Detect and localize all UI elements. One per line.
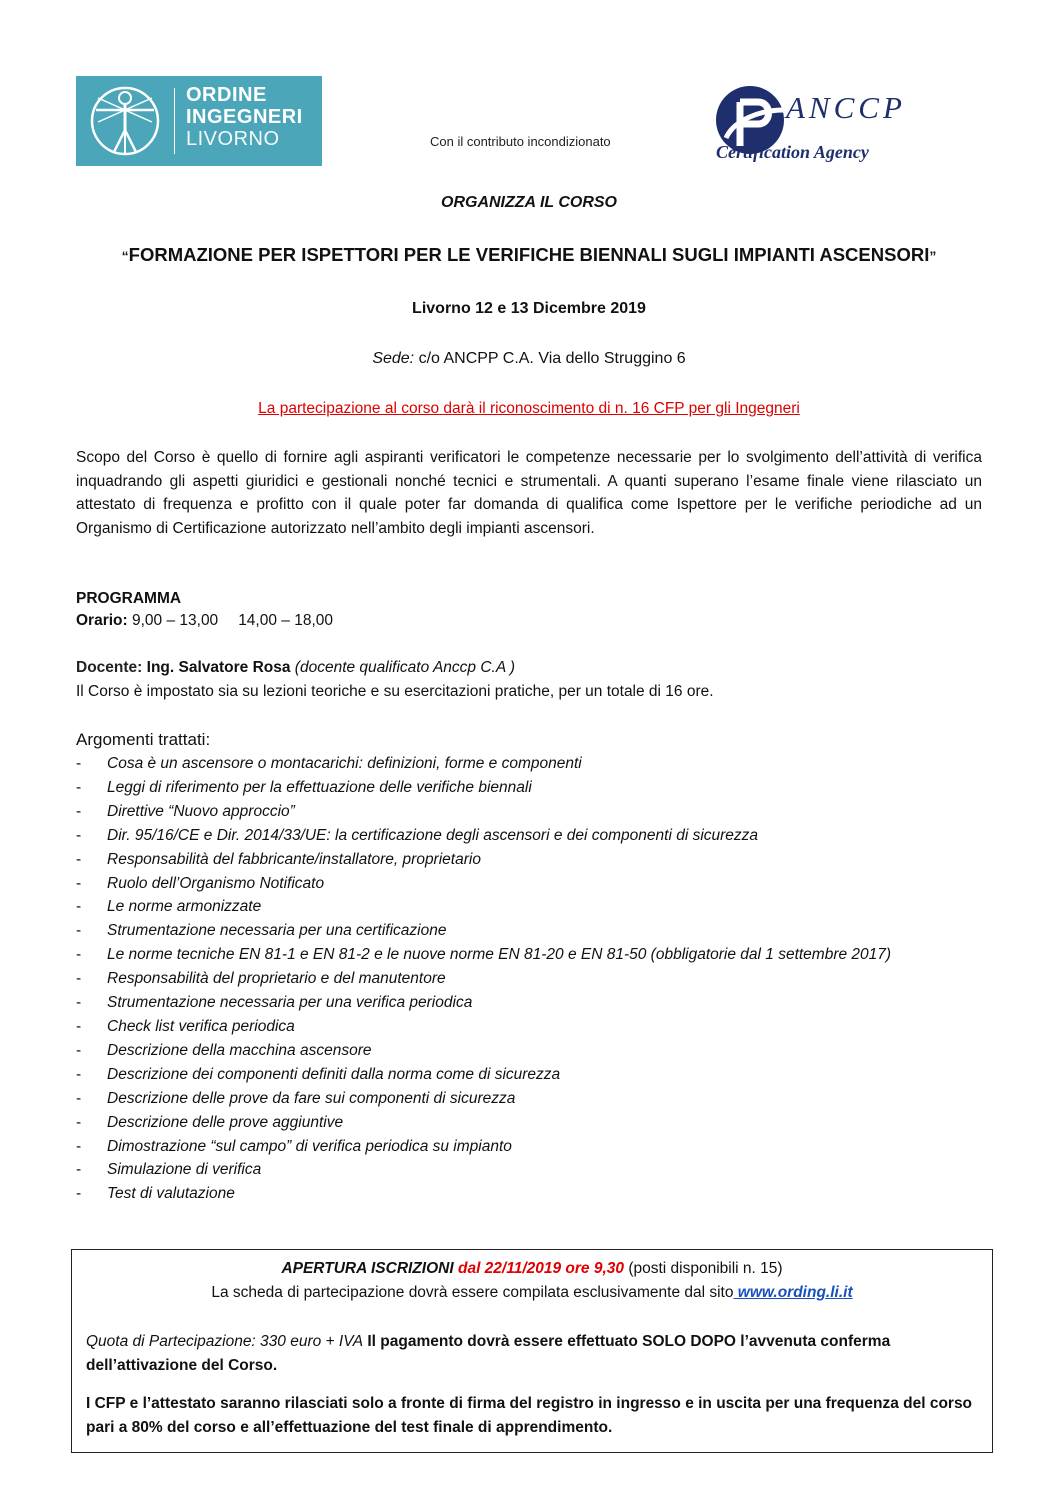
topic-text: Test di valutazione [107,1185,235,1203]
hours-label: Orario: [76,612,128,629]
topic-dash: - [76,1089,82,1107]
topic-text: Strumentazione necessaria per una certificazione [107,922,447,940]
topic-item [76,1087,956,1111]
cfp-conditions: I CFP e l’attestato saranno rilasciati solo a fronte di firma del registro in ingresso e in uscita per una frequenza del corso pari a 80% del corso e all’effettuazione del test finale di apprendimento. [86,1395,973,1436]
topic-item [76,919,956,943]
program-heading: PROGRAMMA [76,590,182,607]
teacher-label: Docente: [76,659,143,676]
topic-item [76,872,956,896]
website-link[interactable]: www.ording.li.it [733,1284,853,1301]
topic-text: Direttive “Nuovo approccio” [107,802,295,820]
teacher-name: Ing. Salvatore Rosa [142,659,291,676]
topic-text: Cosa è un ascensore o montacarichi: definizioni, forme e componenti [107,755,582,772]
teacher-qualification: (docente qualificato Anccp C.A ) [290,659,516,676]
topic-dash: - [76,898,82,916]
topic-item [76,752,956,776]
topic-text: Descrizione della macchina ascensore [107,1041,372,1059]
anccp-tagline: Certification Agency [716,142,869,162]
venue-address: c/o ANCPP C.A. Via dello Struggino 6 [414,350,686,367]
topic-dash: - [76,1185,82,1203]
morning-hours: 9,00 – 13,00 [127,612,219,629]
anccp-acronym: ANCCP [786,90,906,125]
registration-opening [72,1260,992,1278]
afternoon-hours: 14,00 – 18,00 [238,612,333,629]
topic-dash: - [76,850,82,868]
topic-item [76,991,956,1015]
topic-dash: - [76,946,82,964]
topic-item [76,1015,956,1039]
logo-divider [174,88,175,154]
topic-text: Responsabilità del fabbricante/installatore, proprietario [107,850,481,868]
topic-dash: - [76,755,82,772]
registration-form-note [72,1284,992,1302]
available-seats: (posti disponibili n. 15) [624,1260,783,1277]
course-title [60,244,998,266]
topic-dash: - [76,994,82,1012]
open-quote: “ [121,248,129,264]
organizes-heading: ORGANIZZA IL CORSO [441,194,617,211]
topic-text: Le norme tecniche EN 81-1 e EN 81-2 e le nuove norme EN 81-20 e EN 81-50 (obbligatorie dal 1 settembre 2017) [107,946,892,964]
topic-item [76,1063,956,1087]
ordine-ingegneri-logo [76,76,322,166]
topic-item [76,1135,956,1159]
topic-dash: - [76,1065,82,1083]
topics-heading: Argomenti trattati: [76,730,211,749]
topic-item [76,800,956,824]
topic-dash: - [76,1041,82,1059]
topic-text: Dir. 95/16/CE e Dir. 2014/33/UE: la certificazione degli ascensori e dei componenti di sicurezza [107,826,759,844]
anccp-logo [712,80,912,170]
registration-box [71,1249,993,1453]
logo-line-ordine: ORDINE [186,84,267,106]
topic-dash: - [76,1161,82,1179]
contribution-note: Con il contributo incondizionato [430,134,611,149]
form-text: La scheda di partecipazione dovrà essere compilata esclusivamente dal sito [211,1284,734,1301]
topic-dash: - [76,802,82,820]
topic-text: Leggi di riferimento per la effettuazione delle verifiche biennali [107,778,532,796]
topic-text: Check list verifica periodica [107,1017,295,1035]
topic-dash: - [76,826,82,844]
fee-text: Quota di Partecipazione: 330 euro + IVA [86,1333,364,1350]
topic-text: Simulazione di verifica [107,1161,262,1179]
topic-text: Ruolo dell’Organismo Notificato [107,874,325,892]
course-purpose: Scopo del Corso è quello di fornire agli aspiranti verificatori le competenze necessarie per lo svolgimento dell’attività di verifica inquadrando gli aspetti giuridici e gestionali nonché tecnici e strumentali. A quanti superano l’esame finale viene rilasciato un attestato di frequenza e profitto con il quale poter far domanda di qualifica come Ispettore per le verifiche periodiche ad un Organismo di Certificazione autorizzato nell’ambito degli impianti ascensori. [76,449,982,537]
topic-item [76,1158,956,1182]
topic-item [76,943,956,967]
topic-text: Responsabilità del proprietario e del manutentore [107,970,446,988]
topic-text: Le norme armonizzate [107,898,262,916]
course-title-text: FORMAZIONE PER ISPETTORI PER LE VERIFICHE BIENNALI SUGLI IMPIANTI ASCENSORI [128,244,930,265]
topic-item [76,895,956,919]
course-date: Livorno 12 e 13 Dicembre 2019 [412,300,646,317]
program-hours [76,612,333,630]
teacher-block [76,656,996,704]
topic-dash: - [76,778,82,796]
vitruvian-man-icon [88,84,162,158]
topic-dash: - [76,1113,82,1131]
topic-text: Descrizione delle prove da fare sui componenti di sicurezza [107,1089,516,1107]
topic-item [76,1182,956,1206]
topic-item [76,848,956,872]
fee-info [86,1330,976,1377]
topic-item [76,824,956,848]
topic-text: Dimostrazione “sul campo” di verifica periodica su impianto [107,1137,512,1155]
topic-item [76,967,956,991]
topic-dash: - [76,1017,82,1035]
venue-label: Sede: [372,350,415,367]
topic-text: Descrizione dei componenti definiti dalla norma come di sicurezza [107,1065,561,1083]
topic-text: Descrizione delle prove aggiuntive [107,1113,344,1131]
opening-date: dal 22/11/2019 ore 9,30 [453,1260,625,1277]
payment-note: Il pagamento dovrà essere effettuato SOLO DOPO l’avvenuta conferma dell’attivazione del Corso. [86,1333,891,1374]
logo-line-ingegneri: INGEGNERI [186,106,303,128]
course-format: Il Corso è impostato sia su lezioni teoriche e su esercitazioni pratiche, per un totale di 16 ore. [76,683,714,700]
topic-item [76,1039,956,1063]
opening-label: APERTURA ISCRIZIONI [281,1260,454,1277]
logo-text [186,84,303,150]
topic-text: Strumentazione necessaria per una verifica periodica [107,994,473,1012]
course-venue [60,350,998,368]
topic-dash: - [76,970,82,988]
close-quote: ” [929,248,937,264]
topics-list [76,752,956,1206]
topic-dash: - [76,874,82,892]
topic-item [76,776,956,800]
cfp-notice: La partecipazione al corso darà il riconoscimento di n. 16 CFP per gli Ingegneri [258,400,800,417]
topic-item [76,1111,956,1135]
topic-dash: - [76,1137,82,1155]
topic-dash: - [76,922,82,940]
logo-line-livorno: LIVORNO [186,128,280,150]
